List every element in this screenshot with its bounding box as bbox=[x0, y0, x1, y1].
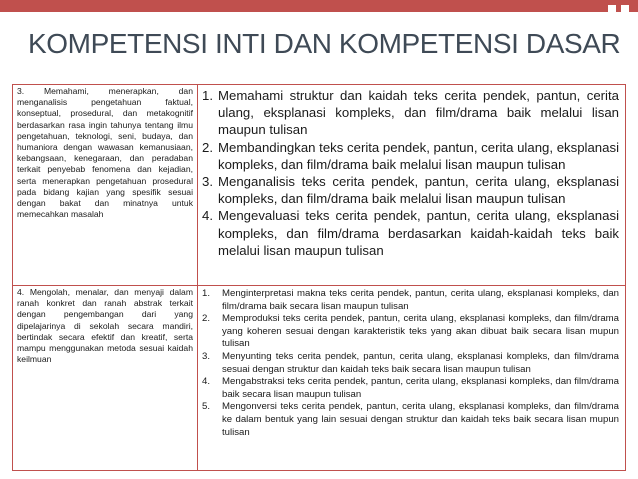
decor-square-1 bbox=[608, 5, 616, 13]
list-item: 2. Membandingkan teks cerita pendek, pantun, cerita ulang, eksplanasi kompleks, dan film/drama baik melalui lisan maupun tulisan bbox=[202, 139, 620, 172]
list-item: 3. Menganalisis teks cerita pendek, pantun, cerita ulang, eksplanasi kompleks, dan film/drama baik melalui lisan maupun tulisan bbox=[202, 174, 619, 207]
list-item: 3. Menyunting teks cerita pendek, pantun, cerita ulang, eksplanasi kompleks, dan film/drama sesuai dengan struktur dan kaidah teks baik secara lisan maupun tulisan bbox=[202, 350, 619, 375]
list-item: 4. Mengabstraksi teks cerita pendek, pantun, cerita ulang, eksplanasi kompleks, dan film/drama baik secara lisan maupun tulisan bbox=[202, 376, 619, 400]
kd-4-list bbox=[202, 288, 619, 439]
slide-title: KOMPETENSI INTI DAN KOMPETENSI DASAR bbox=[28, 28, 621, 59]
list-item: 5. Mengonversi teks cerita pendek, pantun, cerita ulang, eksplanasi kompleks, dan film/drama ke dalam bentuk yang lain sesuai dengan struktur dan kaidah teks baik secara lisan mupun tulisan bbox=[202, 401, 619, 438]
table-row bbox=[13, 286, 626, 471]
list-item: 2. Memproduksi teks cerita pendek, pantun, cerita ulang, eksplanasi kompleks, dan film/drama yang koheren sesuai dengan karakteristik teks yang akan dibuat baik secara lisan mupun tulisan bbox=[202, 313, 619, 350]
competency-table bbox=[12, 84, 626, 471]
table-row bbox=[13, 85, 626, 286]
list-item: 1. Memahami struktur dan kaidah teks cerita pendek, pantun, cerita ulang, eksplanasi kompleks, dan film/drama baik melalui lisan maupun tulisan bbox=[202, 88, 619, 138]
kd-4-cell bbox=[198, 286, 626, 471]
ki-3-cell: 3. Memahami, menerapkan, dan menganalisis pengetahuan faktual, konseptual, prosedural, dan metakognitif berdasarkan rasa ingin tahunya tentang ilmu pengetahuan, teknologi, seni, budaya, dan humaniora dengan wawasan kemanusiaan, kebangsaan, kenegaraan, dan peradaban terkait penyebab fenomena dan kejadian, serta menerapkan pengetahuan prosedural pada bidang kajian yang spesifik sesuai dengan bakat dan minatnya untuk memecahkan masalah bbox=[13, 85, 198, 286]
decor-square-2 bbox=[621, 5, 629, 13]
list-item: 4. Mengevaluasi teks cerita pendek, pantun, cerita ulang, eksplanasi kompleks, dan film/drama berdasarkan kaidah-kaidah teks baik melalui lisan maupun tulisan bbox=[202, 208, 619, 258]
kd-3-list bbox=[202, 87, 619, 259]
list-item: 1. Menginterpretasi makna teks cerita pendek, pantun, cerita ulang, eksplanasi kompleks, dan film/drama baik secara lisan maupun tulisan bbox=[202, 288, 619, 312]
kd-3-cell bbox=[198, 85, 626, 286]
top-accent-bar bbox=[0, 0, 638, 12]
ki-4-cell: 4. Mengolah, menalar, dan menyaji dalam ranah konkret dan ranah abstrak terkait dengan pengembangan dari yang dipelajarinya di sekolah secara mandiri, bertindak secara efektif dan kreatif, serta mampu menggunakan metoda sesuai kaidah keilmuan bbox=[13, 286, 198, 471]
